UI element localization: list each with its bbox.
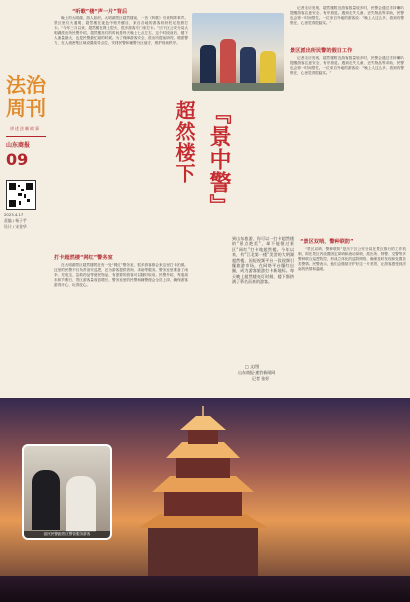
body-column-3: 在大明湖景区超然楼附近有一处“网红”警务室，很多游客都会来这里打卡拍照。这里的民警不仅负责治安巡逻，还为游客提供咨询、求助等服务。警务室里准备了雨伞、充电宝、急救药品等便民物品，有需要的游客可以随时取用。民警介绍，每逢周末和节假日，景区游客量成倍增长，警务室里的民警和辅警便会全员上岗，确保游客游得开心、玩得放心。 xyxy=(54,263,188,287)
photo-caption: 祖民民警跑景区警营服务游客 xyxy=(24,531,110,538)
qr-code xyxy=(6,180,36,210)
section-heading-right-top: 景区派出所民警的假日工作 xyxy=(290,48,353,54)
designer-credit: 设计 / 宋金华 xyxy=(4,224,27,229)
editor-credit: 责编 / 杨子芋 xyxy=(4,218,27,223)
body-column-2: 记者走访发现，超然楼附近游客数量较多时，民警会通过手持喇叭提醒游客注意安全，有序游览。遇到走失儿童、丢失物品等求助，民警也会第一时间帮忙。一位来自外地的游客说：“晚上人这么多，看到有警察在，心里觉得很踏实。” xyxy=(290,6,404,25)
masthead-slogan: 讲述法制故事 xyxy=(10,126,40,131)
byline-3: 记者 张妤 xyxy=(252,376,270,381)
section-heading-intro: “听歌”楼“声一片”背后 xyxy=(72,9,128,15)
body-column-4: “景区双哨、警种联防”是历下区公安分局在景区推行的工作机制，即在景区内设置固定岗哨和流动岗哨，派出所、特警、交警等多警种联合巡逻防控，形成立体化的巡防网络，确保及时发现和处置各类警情。民警表示，他们会继续守护好这一片美景，让游客感受到济南的热情和温暖。 xyxy=(298,247,406,271)
headline-quote: 『景中警』 xyxy=(206,102,232,217)
headline-main: 超然楼下 xyxy=(172,100,196,184)
issue-date: 2023.4.17 xyxy=(4,212,24,217)
summary-block xyxy=(232,236,294,362)
police-officers-photo xyxy=(192,13,284,91)
section-heading-bottom-right: “景区双哨、警种联防” xyxy=(300,239,354,245)
byline-1: □ 文/图 xyxy=(245,364,260,369)
masthead-title: 法治 周刊 xyxy=(6,73,46,120)
newspaper-name: 山东商报 xyxy=(6,142,31,149)
body-column-1: 晚上的大明湖，游人如织。大明湖景区超然楼前，一首《听歌》引来阵阵掌声。景区里灯火通明，超然楼在夜色中格外醒目，来自各地的游客纷纷驻足拍照打卡。“今年三月以来，超然楼在网上很火，很多游客专门来打卡。”历下区公安分局大明湖派出所民警介绍，超然楼亮灯的时间是每天晚上七点左右，这个时段前后，楼下人流量最大，也是民警最忙碌的时候。为了保障游客安全，派出所提前研判，增派警力，在人流密集区域设置疏导点位，安排民警和辅警分区值守，维护现场秩序。 xyxy=(54,16,188,45)
pagoda-illustration xyxy=(118,406,288,576)
inset-photo xyxy=(22,444,112,540)
section-heading-bottom-left: 打卡超然楼“网红”警务室 xyxy=(54,255,113,261)
masthead-divider xyxy=(6,136,46,137)
byline-2: 山东商报·速豹新闻网 xyxy=(238,370,276,375)
summary-text: 到山东旅游，你可以一打卡超然楼的“景点绝美”，却不能错过景区“网红”打卡地超然楼。今年以来，有“江北第一楼”美誉的大明湖超然楼，因短视频平台一段视频引爆旅游市场，在网络平台爆红出圈，成为游客旅游打卡新地标。每天晚上超然楼亮灯时刻，楼下都挤满了慕名而来的游客。 xyxy=(232,236,294,285)
body-column-2b: 记者走访发现，超然楼附近游客数量较多时，民警会通过手持喇叭提醒游客注意安全，有序游览。遇到走失儿童、丢失物品等求助，民警也会第一时间帮忙。一位来自外地的游客说：“晚上人这么多，看到有警察在，心里觉得很踏实。” xyxy=(290,56,404,75)
page-number: 09 xyxy=(6,150,29,169)
